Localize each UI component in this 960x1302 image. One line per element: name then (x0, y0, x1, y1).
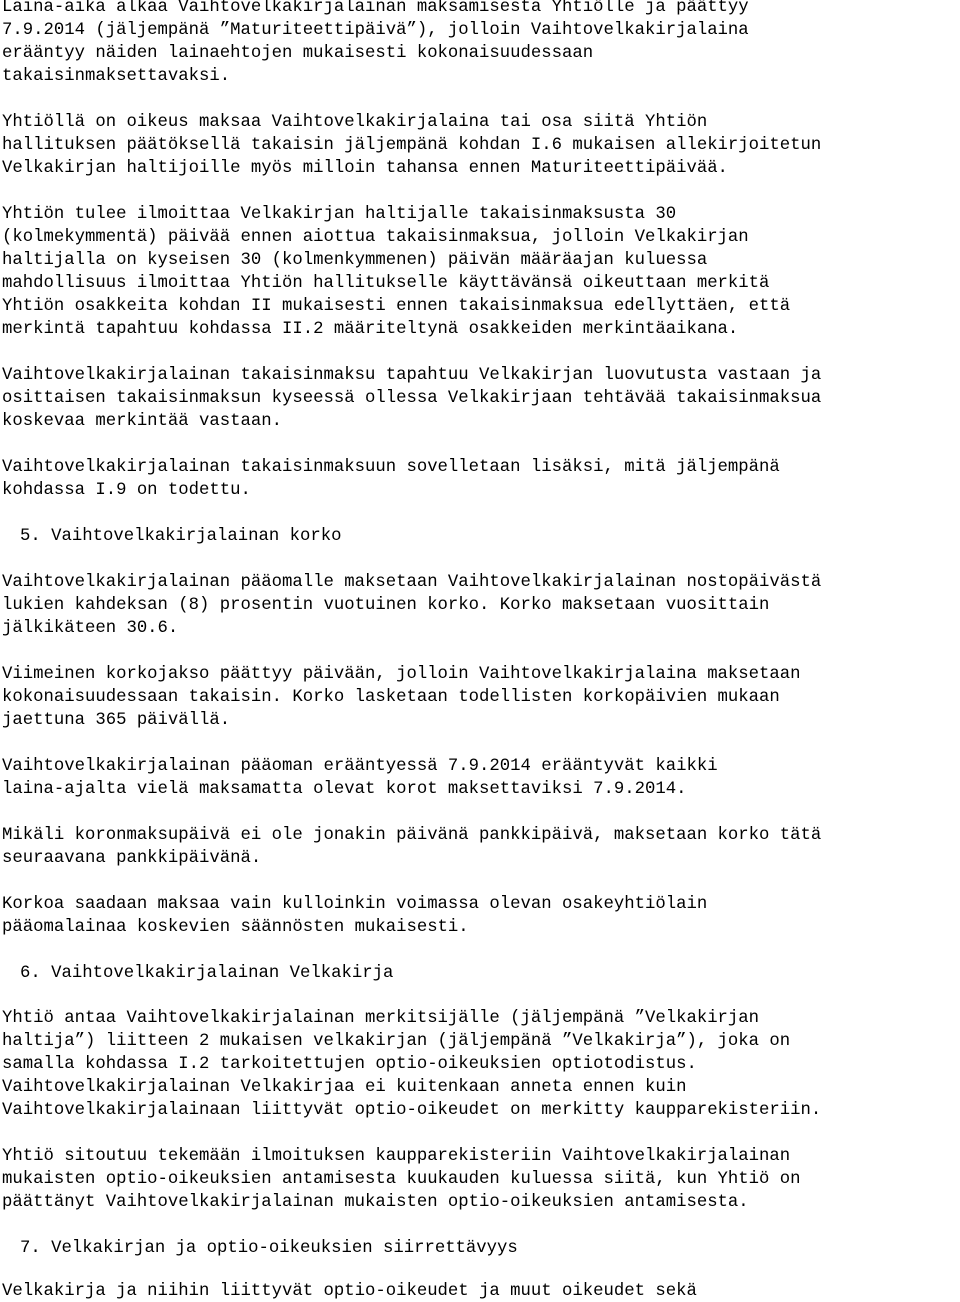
text-line: (kolmekymmentä) päivää ennen aiottua takaisinmaksua, jolloin Velkakirjan (2, 228, 749, 247)
text-line: mukaisten optio-oikeuksien antamisesta kuukauden kuluessa siitä, kun Yhtiö on (2, 1170, 801, 1189)
text-line: Vaihtovelkakirjalainan pääoman erääntyessä 7.9.2014 erääntyvät kaikki (2, 757, 718, 776)
text-line: pääomalainaa koskevien säännösten mukaisesti. (2, 918, 469, 937)
text-line: jaettuna 365 päivällä. (2, 711, 231, 730)
text-line: Yhtiöllä on oikeus maksaa Vaihtovelkakirjalaina tai osa siitä Yhtiön (2, 113, 708, 132)
section-heading: 5. Vaihtovelkakirjalainan korko (20, 527, 342, 546)
text-line: Vaihtovelkakirjalainan pääomalle maksetaan Vaihtovelkakirjalainan nostopäivästä (2, 573, 822, 592)
text-line: osittaisen takaisinmaksun kyseessä ollessa Velkakirjaan tehtävää takaisinmaksua (2, 389, 822, 408)
text-line: Korkoa saadaan maksaa vain kulloinkin voimassa olevan osakeyhtiölain (2, 895, 708, 914)
text-line: Velkakirjan haltijoille myös milloin tahansa ennen Maturiteettipäivää. (2, 159, 728, 178)
section-heading: 7. Velkakirjan ja optio-oikeuksien siirrettävyys (20, 1239, 518, 1258)
text-line: Mikäli koronmaksupäivä ei ole jonakin päivänä pankkipäivä, maksetaan korko tätä (2, 826, 822, 845)
text-line: Yhtiön osakkeita kohdan II mukaisesti ennen takaisinmaksua edellyttäen, että (2, 297, 791, 316)
text-line: Vaihtovelkakirjalainan Velkakirjaa ei kuitenkaan anneta ennen kuin (2, 1078, 687, 1097)
text-line: jälkikäteen 30.6. (2, 619, 179, 638)
text-line: takaisinmaksettavaksi. (2, 67, 231, 86)
text-line: kokonaisuudessaan takaisin. Korko lasketaan todellisten korkopäivien mukaan (2, 688, 780, 707)
text-line: mahdollisuus ilmoittaa Yhtiön hallitukselle käyttävänsä oikeuttaan merkitä (2, 274, 770, 293)
text-line: merkintä tapahtuu kohdassa II.2 määriteltynä osakkeiden merkintäaikana. (2, 320, 739, 339)
text-line: laina-ajalta vielä maksamatta olevat korot maksettaviksi 7.9.2014. (2, 780, 687, 799)
text-line: kohdassa I.9 on todettu. (2, 481, 251, 500)
section-heading: 6. Vaihtovelkakirjalainan Velkakirja (20, 964, 394, 983)
text-line: hallituksen päätöksellä takaisin jäljempänä kohdan I.6 mukaisen allekirjoitetun (2, 136, 822, 155)
text-line: haltijalla on kyseisen 30 (kolmenkymmenen) päivän määräajan kuluessa (2, 251, 708, 270)
text-line: Yhtiön tulee ilmoittaa Velkakirjan haltijalle takaisinmaksusta 30 (2, 205, 677, 224)
text-line: koskevaa merkintää vastaan. (2, 412, 283, 431)
text-line: erääntyy näiden lainaehtojen mukaisesti kokonaisuudessaan (2, 44, 594, 63)
text-line: Vaihtovelkakirjalainan takaisinmaksuun sovelletaan lisäksi, mitä jäljempänä (2, 458, 780, 477)
text-line: Laina-aika alkaa Vaihtovelkakirjalainan maksamisesta Yhtiölle ja päättyy (2, 0, 749, 17)
text-line: Yhtiö sitoutuu tekemään ilmoituksen kaupparekisteriin Vaihtovelkakirjalainan (2, 1147, 791, 1166)
text-line: päättänyt Vaihtovelkakirjalainan mukaisten optio-oikeuksien antamisesta. (2, 1193, 749, 1212)
text-line: Viimeinen korkojakso päättyy päivään, jolloin Vaihtovelkakirjalaina maksetaan (2, 665, 801, 684)
text-line: lukien kahdeksan (8) prosentin vuotuinen korko. Korko maksetaan vuosittain (2, 596, 770, 615)
text-line: samalla kohdassa I.2 tarkoitettujen optio-oikeuksien optiotodistus. (2, 1055, 697, 1074)
text-line: Velkakirja ja niihin liittyvät optio-oikeudet ja muut oikeudet sekä (2, 1282, 697, 1301)
text-line: haltija”) liitteen 2 mukaisen velkakirjan (jäljempänä ”Velkakirja”), joka on (2, 1032, 791, 1051)
text-line: Vaihtovelkakirjalainan takaisinmaksu tapahtuu Velkakirjan luovutusta vastaan ja (2, 366, 822, 385)
text-line: Vaihtovelkakirjalainaan liittyvät optio-oikeudet on merkitty kaupparekisteriin. (2, 1101, 822, 1120)
text-line: seuraavana pankkipäivänä. (2, 849, 262, 868)
text-line: Yhtiö antaa Vaihtovelkakirjalainan merkitsijälle (jäljempänä ”Velkakirjan (2, 1009, 760, 1028)
text-line: 7.9.2014 (jäljempänä ”Maturiteettipäivä”), jolloin Vaihtovelkakirjalaina (2, 21, 749, 40)
